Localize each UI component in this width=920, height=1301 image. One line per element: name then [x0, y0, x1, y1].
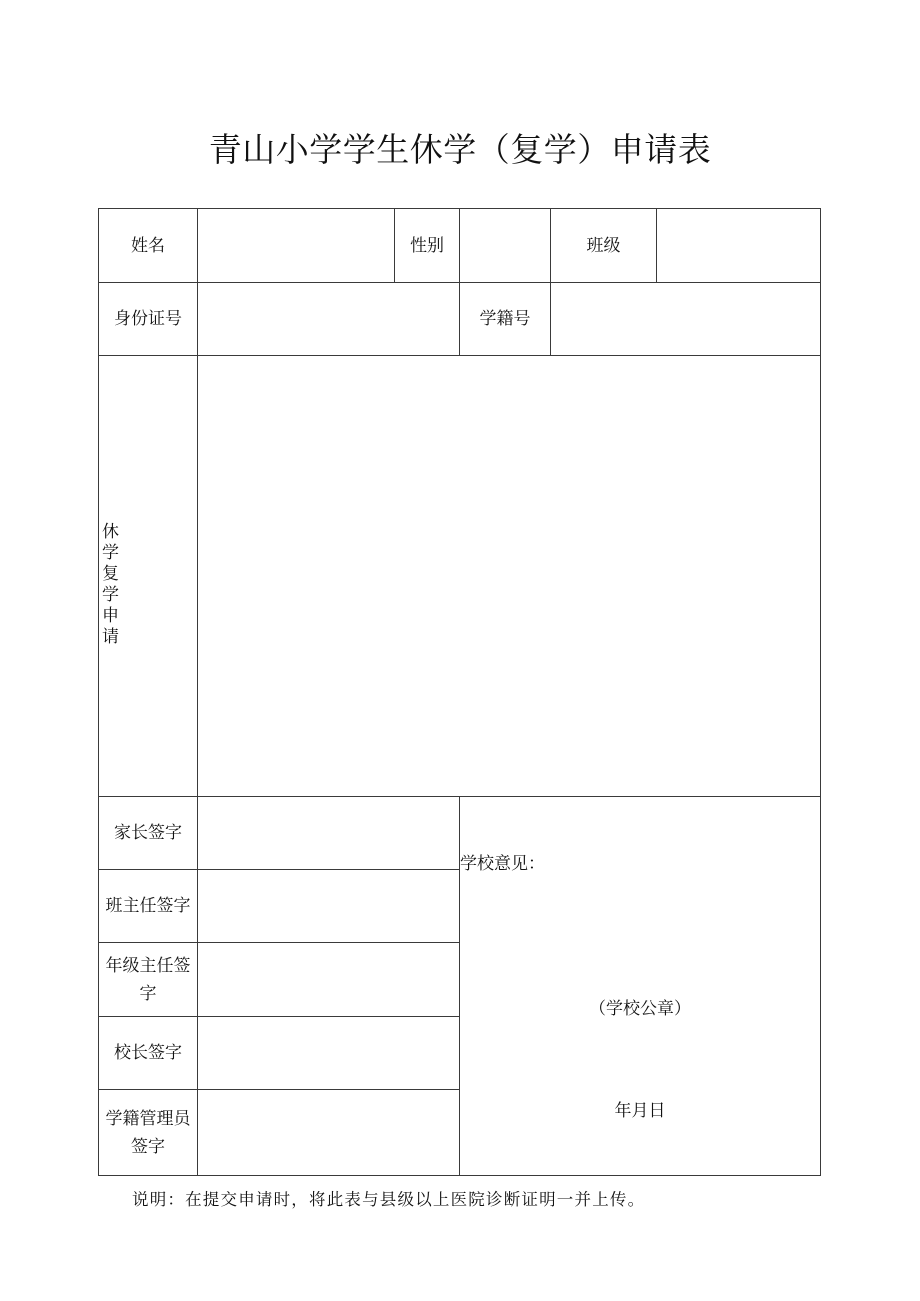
school-opinion-label: 学校意见： [460, 854, 545, 874]
registrar-sign-field[interactable] [198, 1090, 459, 1175]
form-title: 青山小学学生休学（复学）申请表 [208, 130, 712, 169]
application-label: 休学复学申请 [102, 522, 119, 647]
grade-director-sign-label: 年级主任签字 [105, 955, 191, 1004]
class-field[interactable] [657, 209, 820, 282]
footnote: 说明：在提交申请时，将此表与县级以上医院诊断证明一并上传。 [132, 1190, 646, 1209]
gender-label: 性别 [410, 235, 444, 256]
head-teacher-sign-field[interactable] [198, 870, 459, 942]
gender-field[interactable] [460, 209, 550, 282]
date-label: 年月日 [614, 1101, 666, 1121]
table-border-right [820, 208, 821, 1176]
student-id-field[interactable] [551, 283, 820, 355]
name-field[interactable] [198, 209, 394, 282]
application-textarea[interactable] [198, 356, 820, 796]
principal-sign-label: 校长签字 [114, 1043, 182, 1063]
principal-sign-field[interactable] [198, 1017, 459, 1089]
name-label: 姓名 [131, 235, 165, 256]
class-label: 班级 [586, 235, 621, 256]
grade-director-sign-field[interactable] [198, 943, 459, 1016]
school-seal-label: （学校公章） [589, 999, 691, 1019]
id-number-label: 身份证号 [114, 309, 182, 329]
registrar-sign-label: 学籍管理员签字 [105, 1108, 191, 1157]
id-number-field[interactable] [198, 283, 459, 355]
student-id-label: 学籍号 [479, 309, 531, 329]
parent-sign-label: 家长签字 [114, 823, 182, 843]
head-teacher-sign-label: 班主任签字 [105, 896, 191, 916]
parent-sign-field[interactable] [198, 797, 459, 869]
